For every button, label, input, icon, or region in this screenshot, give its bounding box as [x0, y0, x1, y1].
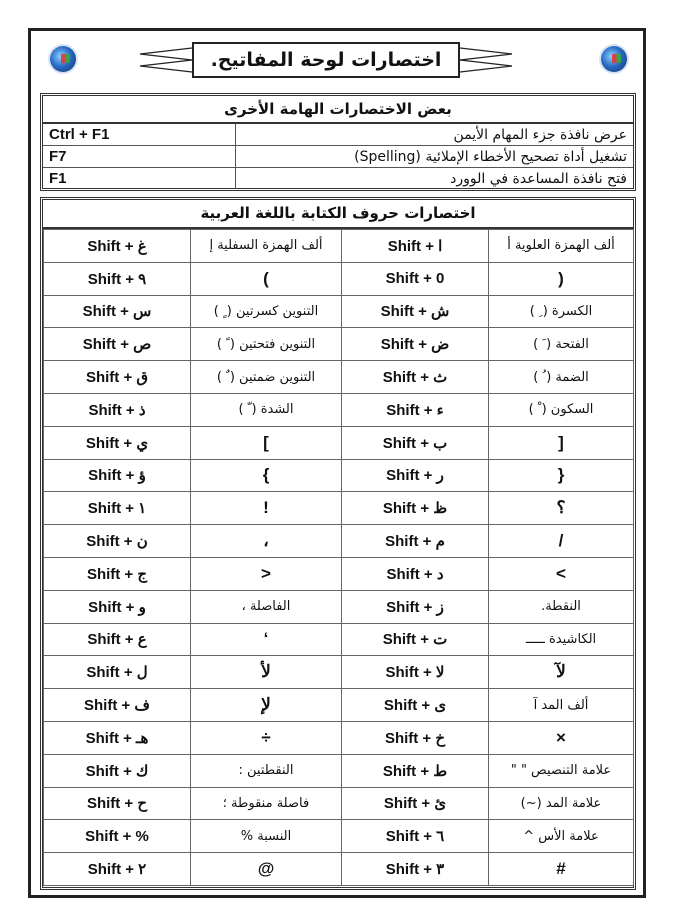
key-combo-cell: Shift + ض	[342, 328, 489, 361]
key-combo-cell: Shift + ١	[44, 492, 191, 525]
key-combo-cell: Shift + ن	[44, 525, 191, 558]
table-row	[44, 787, 634, 820]
character-cell: ]	[489, 426, 634, 459]
table-row	[44, 623, 634, 656]
key-combo-cell: Shift + ك	[44, 754, 191, 787]
key-combo-cell: Shift + ز	[342, 590, 489, 623]
key-combo-cell: Shift + هـ	[44, 721, 191, 754]
shortcut-description: عرض نافذة جزء المهام الأيمن	[453, 126, 627, 143]
character-cell: #	[489, 853, 634, 886]
character-cell: ÷	[191, 721, 342, 754]
windows-logo-icon-right	[601, 46, 627, 72]
character-cell: <	[489, 557, 634, 590]
other-shortcuts-section	[40, 93, 636, 191]
table-row	[44, 721, 634, 754]
character-cell: التنوين كسرتين ( ٍ )	[191, 295, 342, 328]
shortcut-description: فتح نافذة المساعدة في الوورد	[450, 170, 627, 187]
table-row	[44, 262, 634, 295]
character-cell: لآ	[489, 656, 634, 689]
character-cell: @	[191, 853, 342, 886]
key-combo-cell: Shift + س	[44, 295, 191, 328]
table-row	[44, 328, 634, 361]
key-combo-cell: Shift + ي	[44, 426, 191, 459]
key-combo-cell: Shift + ب	[342, 426, 489, 459]
key-combo-cell: Shift + ل	[44, 656, 191, 689]
table-row	[44, 492, 634, 525]
character-cell: الفاصلة ،	[191, 590, 342, 623]
table-row	[44, 820, 634, 853]
key-combo-cell: Shift + %	[44, 820, 191, 853]
key-combo-cell: Shift + ج	[44, 557, 191, 590]
shortcut-key: Ctrl + F1	[43, 124, 236, 145]
page-title: اختصارات لوحة المفاتيح.	[192, 42, 460, 78]
shortcut-key: F1	[43, 168, 236, 189]
character-cell: الكسرة ( ِ )	[489, 295, 634, 328]
key-combo-cell: Shift + ق	[44, 361, 191, 394]
character-cell: لأ	[191, 656, 342, 689]
character-cell: !	[191, 492, 342, 525]
key-combo-cell: Shift + 0	[342, 262, 489, 295]
character-cell: النقطة.	[489, 590, 634, 623]
character-cell: علامة التنصيص " "	[489, 754, 634, 787]
character-cell: (	[191, 262, 342, 295]
character-cell: {	[191, 459, 342, 492]
key-combo-cell: Shift + ذ	[44, 393, 191, 426]
character-cell: >	[191, 557, 342, 590]
shortcut-description: تشغيل أداة تصحيح الأخطاء الإملائية (Spelling)	[354, 148, 627, 165]
character-cell: ألف المد آ	[489, 689, 634, 722]
character-cell: ،	[191, 525, 342, 558]
character-cell: علامة الأس ^	[489, 820, 634, 853]
character-cell: ×	[489, 721, 634, 754]
table-row	[44, 230, 634, 263]
key-combo-cell: Shift + ت	[342, 623, 489, 656]
key-combo-cell: Shift + ر	[342, 459, 489, 492]
character-cell: التنوين فتحتين ( ً )	[191, 328, 342, 361]
table-row	[44, 754, 634, 787]
table-row	[44, 295, 634, 328]
character-cell: }	[489, 459, 634, 492]
key-combo-cell: Shift + ٢	[44, 853, 191, 886]
character-cell: فاصلة منقوطة ؛	[191, 787, 342, 820]
key-combo-cell: Shift + ث	[342, 361, 489, 394]
character-cell: [	[191, 426, 342, 459]
key-combo-cell: Shift + ص	[44, 328, 191, 361]
key-combo-cell: Shift + ٦	[342, 820, 489, 853]
character-cell: ؟	[489, 492, 634, 525]
key-combo-cell: Shift + ٩	[44, 262, 191, 295]
key-combo-cell: Shift + م	[342, 525, 489, 558]
character-cell: ألف الهمزة السفلية إ	[191, 230, 342, 263]
shortcut-row	[43, 124, 633, 146]
key-combo-cell: Shift + خ	[342, 721, 489, 754]
key-combo-cell: Shift + ح	[44, 787, 191, 820]
table-row	[44, 689, 634, 722]
key-combo-cell: Shift + ظ	[342, 492, 489, 525]
character-cell: الشدة ( ّ )	[191, 393, 342, 426]
character-cell: السكون ( ْ )	[489, 393, 634, 426]
shortcut-key: F7	[43, 146, 236, 167]
table-row	[44, 590, 634, 623]
key-combo-cell: Shift + ط	[342, 754, 489, 787]
key-combo-cell: Shift + ع	[44, 623, 191, 656]
key-combo-cell: Shift + غ	[44, 230, 191, 263]
table-row	[44, 361, 634, 394]
key-combo-cell: Shift + ش	[342, 295, 489, 328]
character-cell: النقطتين :	[191, 754, 342, 787]
table-row	[44, 853, 634, 886]
character-cell: )	[489, 262, 634, 295]
character-cell: ألف الهمزة العلوية أ	[489, 230, 634, 263]
character-cell: النسبة %	[191, 820, 342, 853]
key-combo-cell: Shift + ا	[342, 230, 489, 263]
key-combo-cell: Shift + و	[44, 590, 191, 623]
character-cell: علامة المد (~)	[489, 787, 634, 820]
key-combo-cell: Shift + د	[342, 557, 489, 590]
other-shortcuts-heading: بعض الاختصارات الهامة الأخرى	[43, 96, 633, 124]
table-row	[44, 459, 634, 492]
table-row	[44, 426, 634, 459]
character-cell: الفتحة ( َ )	[489, 328, 634, 361]
character-cell: ‘	[191, 623, 342, 656]
character-cell: الضمة ( ُ )	[489, 361, 634, 394]
character-cell: /	[489, 525, 634, 558]
table-row	[44, 393, 634, 426]
character-cell: التنوين ضمتين ( ٌ )	[191, 361, 342, 394]
character-cell: الكاشيدة ـــــ	[489, 623, 634, 656]
key-combo-cell: Shift + ى	[342, 689, 489, 722]
key-combo-cell: Shift + ؤ	[44, 459, 191, 492]
arabic-shortcuts-table	[43, 229, 634, 886]
character-cell: لإ	[191, 689, 342, 722]
arabic-shortcuts-section	[40, 197, 636, 890]
key-combo-cell: Shift + ئ	[342, 787, 489, 820]
arabic-shortcuts-heading: اختصارات حروف الكتابة باللغة العربية	[43, 200, 633, 229]
table-row	[44, 525, 634, 558]
windows-logo-icon-left	[50, 46, 76, 72]
shortcut-row	[43, 168, 633, 189]
key-combo-cell: Shift + ٣	[342, 853, 489, 886]
table-row	[44, 656, 634, 689]
key-combo-cell: Shift + لا	[342, 656, 489, 689]
key-combo-cell: Shift + ء	[342, 393, 489, 426]
shortcut-row	[43, 146, 633, 168]
key-combo-cell: Shift + ف	[44, 689, 191, 722]
table-row	[44, 557, 634, 590]
